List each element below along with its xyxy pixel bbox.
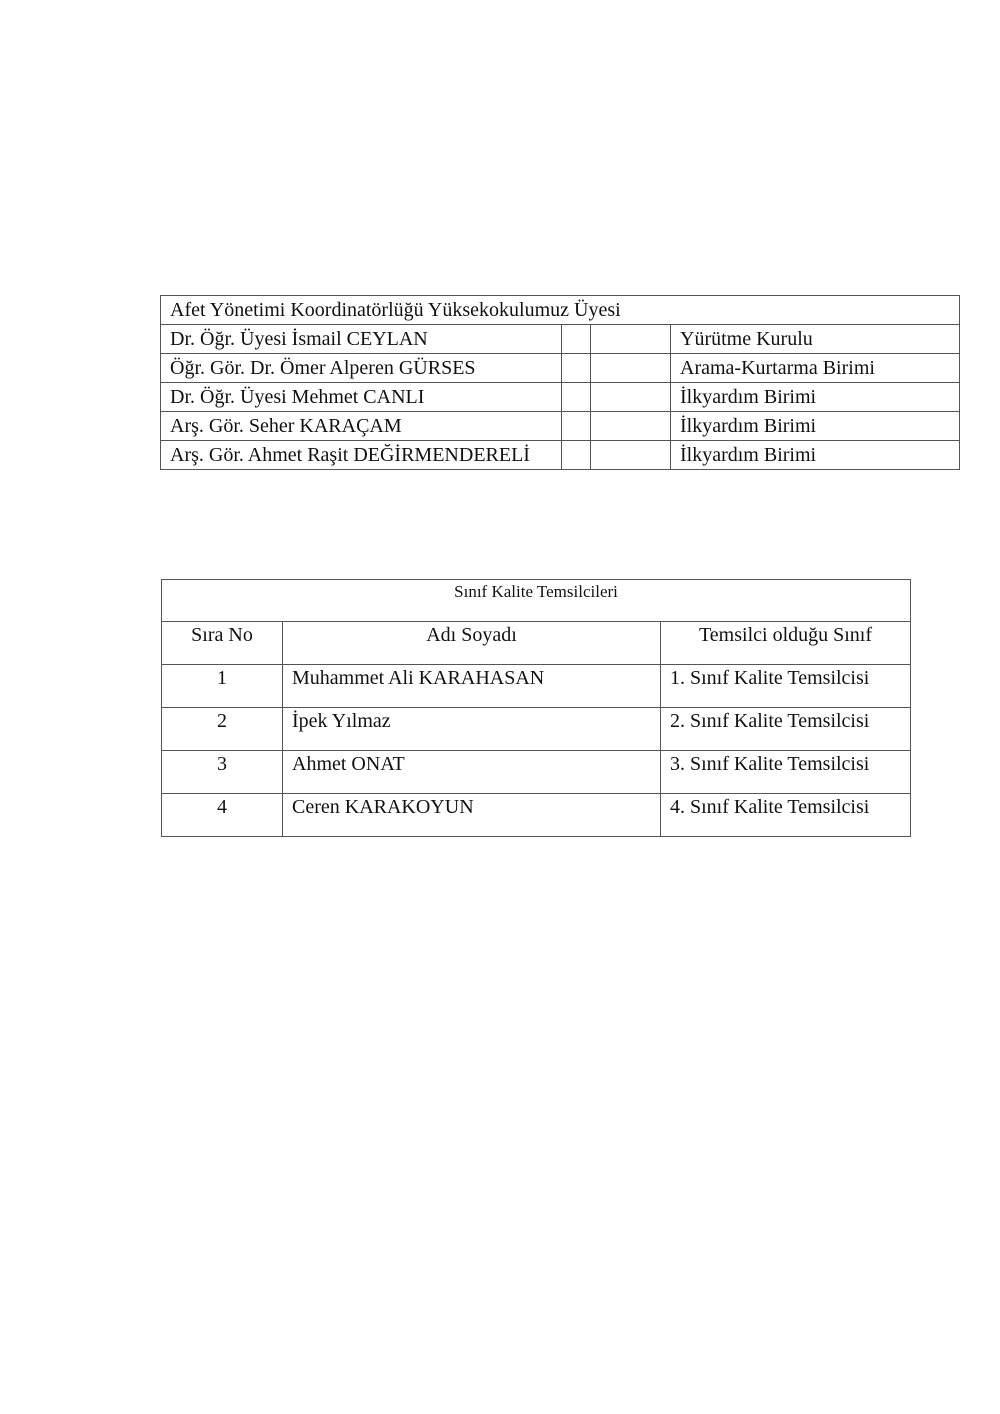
row-number: 4: [162, 794, 283, 837]
table-row: [161, 383, 960, 412]
header-row: [162, 622, 911, 665]
table-row: [161, 354, 960, 383]
member-role: İlkyardım Birimi: [671, 412, 960, 441]
blank-cell: [591, 354, 671, 383]
member-role: İlkyardım Birimi: [671, 383, 960, 412]
column-header-no: Sıra No: [162, 622, 283, 665]
blank-cell: [562, 354, 591, 383]
member-role: İlkyardım Birimi: [671, 441, 960, 470]
table-row: [162, 751, 911, 794]
member-role: Arama-Kurtarma Birimi: [671, 354, 960, 383]
row-number: 3: [162, 751, 283, 794]
member-role: Yürütme Kurulu: [671, 325, 960, 354]
afet-title-row: [161, 296, 960, 325]
representative-class: 4. Sınıf Kalite Temsilcisi: [661, 794, 911, 837]
afet-committee-table: [160, 295, 960, 470]
blank-cell: [591, 441, 671, 470]
blank-cell: [562, 325, 591, 354]
kalite-title-row: [162, 580, 911, 622]
representative-class: 2. Sınıf Kalite Temsilcisi: [661, 708, 911, 751]
table-row: [161, 325, 960, 354]
member-name: Arş. Gör. Seher KARAÇAM: [161, 412, 562, 441]
blank-cell: [562, 383, 591, 412]
representative-name: Ceren KARAKOYUN: [283, 794, 661, 837]
blank-cell: [591, 383, 671, 412]
kalite-table-title: Sınıf Kalite Temsilcileri: [162, 580, 911, 622]
column-header-name: Adı Soyadı: [283, 622, 661, 665]
blank-cell: [591, 412, 671, 441]
blank-cell: [562, 441, 591, 470]
row-number: 2: [162, 708, 283, 751]
class-quality-representatives-table: [161, 579, 911, 837]
representative-name: Ahmet ONAT: [283, 751, 661, 794]
blank-cell: [562, 412, 591, 441]
member-name: Öğr. Gör. Dr. Ömer Alperen GÜRSES: [161, 354, 562, 383]
column-header-class: Temsilci olduğu Sınıf: [661, 622, 911, 665]
row-number: 1: [162, 665, 283, 708]
member-name: Dr. Öğr. Üyesi Mehmet CANLI: [161, 383, 562, 412]
table-row: [162, 794, 911, 837]
member-name: Dr. Öğr. Üyesi İsmail CEYLAN: [161, 325, 562, 354]
blank-cell: [591, 325, 671, 354]
table-row: [162, 665, 911, 708]
table-row: [161, 412, 960, 441]
representative-name: Muhammet Ali KARAHASAN: [283, 665, 661, 708]
table-row: [162, 708, 911, 751]
representative-name: İpek Yılmaz: [283, 708, 661, 751]
representative-class: 1. Sınıf Kalite Temsilcisi: [661, 665, 911, 708]
member-name: Arş. Gör. Ahmet Raşit DEĞİRMENDERELİ: [161, 441, 562, 470]
representative-class: 3. Sınıf Kalite Temsilcisi: [661, 751, 911, 794]
table-row: [161, 441, 960, 470]
afet-table-title: Afet Yönetimi Koordinatörlüğü Yüksekokulumuz Üyesi: [161, 296, 960, 325]
